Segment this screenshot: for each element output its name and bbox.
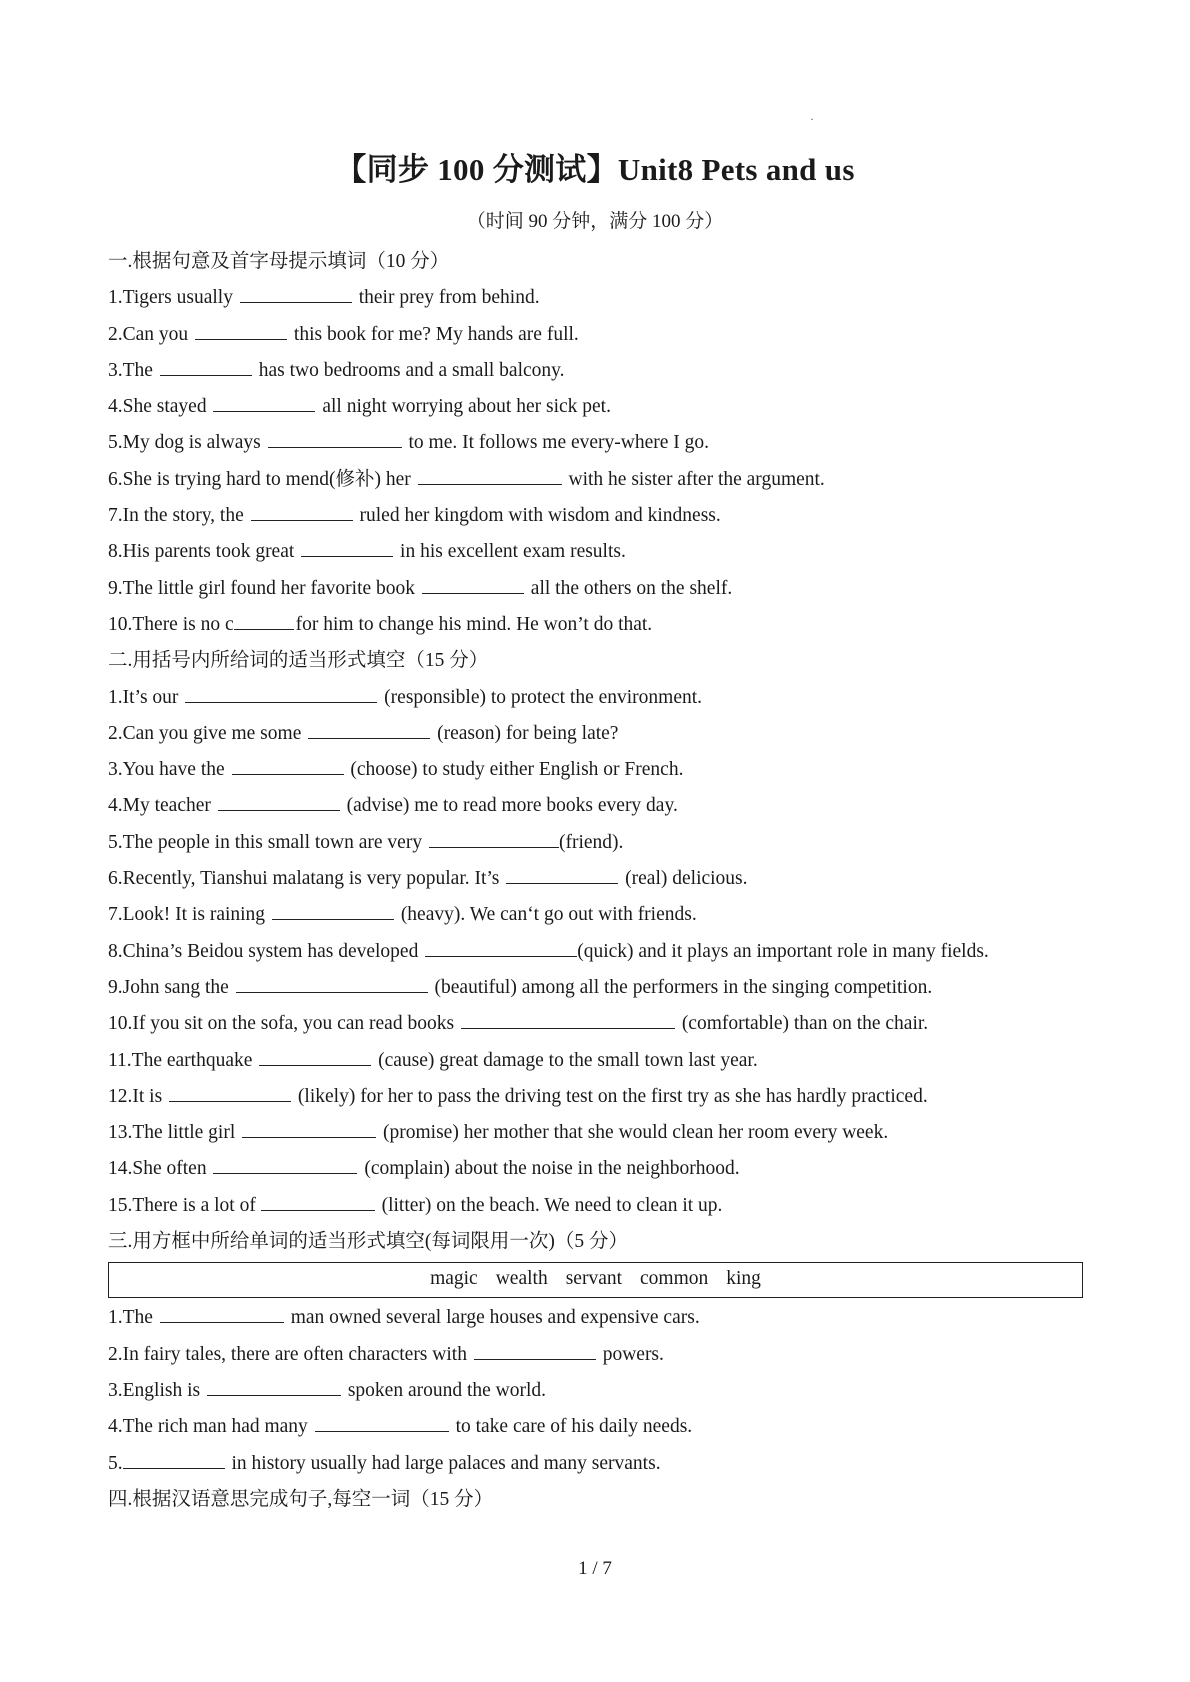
word-bank-word: common	[640, 1268, 709, 1290]
question-line	[108, 1337, 1083, 1373]
question-text: (litter) on the beach. We need to clean it up.	[381, 1194, 723, 1216]
answer-blank[interactable]	[242, 1115, 376, 1138]
answer-blank[interactable]	[160, 353, 252, 376]
question-text: in his excellent exam results.	[400, 541, 626, 563]
question-text: (comfortable) than on the chair.	[681, 1013, 929, 1035]
question-line	[108, 897, 1083, 933]
question-text: (reason) for being late?	[437, 722, 619, 744]
answer-blank[interactable]	[506, 861, 618, 884]
answer-blank[interactable]	[301, 534, 393, 557]
answer-blank[interactable]	[123, 1446, 225, 1469]
question-text: has two bedrooms and a small balcony.	[258, 359, 565, 381]
page-title: 【同步 100 分测试】Unit8 Pets and us	[335, 152, 855, 187]
question-text: all the others on the shelf.	[530, 577, 733, 599]
question-text: 10.There is no c	[108, 613, 234, 635]
answer-blank[interactable]	[429, 825, 559, 848]
answer-blank[interactable]	[261, 1188, 375, 1211]
answer-blank[interactable]	[474, 1337, 596, 1360]
question-text: 2.Can you	[108, 323, 189, 345]
section-2-heading: 二.用括号内所给词的适当形式填空（15 分）	[108, 650, 489, 672]
question-text: (real) delicious.	[625, 868, 748, 890]
question-line	[108, 1043, 1083, 1079]
question-line	[108, 1151, 1083, 1187]
question-text: this book for me? My hands are full.	[293, 323, 579, 345]
word-bank-word: magic	[430, 1268, 478, 1290]
answer-blank[interactable]	[213, 1151, 357, 1174]
question-text: 4.The rich man had many	[108, 1416, 308, 1438]
question-line	[108, 607, 1083, 643]
question-line	[108, 317, 1083, 353]
answer-blank[interactable]	[160, 1300, 284, 1323]
question-text: 12.It is	[108, 1085, 163, 1107]
question-text: 6.She is trying hard to mend(修补) her	[108, 468, 411, 490]
question-text: (cause) great damage to the small town last year.	[378, 1049, 758, 1071]
question-line	[108, 425, 1083, 461]
question-line	[108, 1079, 1083, 1115]
question-text: 1.Tigers usually	[108, 287, 233, 309]
question-text: (beautiful) among all the performers in the singing competition.	[434, 976, 933, 998]
question-text: 8.China’s Beidou system has developed	[108, 940, 419, 962]
answer-blank[interactable]	[251, 498, 353, 521]
question-text: 3.The	[108, 359, 153, 381]
question-line	[108, 1115, 1083, 1151]
section-4-heading: 四.根据汉语意思完成句子,每空一词（15 分）	[108, 1488, 494, 1510]
word-bank-word: wealth	[495, 1268, 548, 1290]
section-1-heading: 一.根据句意及首字母提示填词（10 分）	[108, 251, 450, 272]
answer-blank[interactable]	[259, 1043, 371, 1066]
question-text: (likely) for her to pass the driving test on the first try as she has hardly practiced.	[297, 1085, 928, 1107]
decorative-dot: ·	[810, 112, 814, 126]
question-line	[108, 1006, 1083, 1042]
question-line	[108, 389, 1083, 425]
question-text: in history usually had large palaces and many servants.	[231, 1452, 661, 1474]
word-bank-word: king	[726, 1268, 761, 1290]
question-text: 10.If you sit on the sofa, you can read books	[108, 1013, 455, 1035]
question-line	[108, 571, 1083, 607]
question-text: 9.John sang the	[108, 976, 229, 998]
question-line	[108, 353, 1083, 389]
question-text: 14.She often	[108, 1158, 207, 1180]
question-line	[108, 752, 1083, 788]
question-text: (advise) me to read more books every day.	[346, 795, 678, 817]
question-line	[108, 825, 1083, 861]
answer-blank[interactable]	[185, 680, 377, 703]
question-text: 11.The earthquake	[108, 1049, 253, 1071]
question-line	[108, 1446, 1083, 1482]
question-line	[108, 1409, 1083, 1445]
answer-blank[interactable]	[207, 1373, 341, 1396]
question-line	[108, 716, 1083, 752]
question-text: man owned several large houses and expensive cars.	[290, 1307, 700, 1329]
question-line	[108, 1188, 1083, 1224]
question-line	[108, 680, 1083, 716]
question-text: 5.My dog is always	[108, 432, 261, 454]
question-text: (friend).	[558, 831, 624, 853]
answer-blank[interactable]	[418, 462, 562, 485]
question-line	[108, 1373, 1083, 1409]
question-text: 15.There is a lot of	[108, 1194, 256, 1216]
question-line	[108, 280, 1083, 316]
question-text: with he sister after the argument.	[568, 468, 825, 490]
answer-blank[interactable]	[240, 280, 352, 303]
question-line	[108, 861, 1083, 897]
question-text: 4.She stayed	[108, 396, 207, 418]
question-line	[108, 788, 1083, 824]
answer-blank[interactable]	[195, 317, 287, 340]
question-text: all night worrying about her sick pet.	[322, 396, 611, 418]
question-text: (choose) to study either English or French.	[350, 759, 684, 781]
page-number: 1 / 7	[578, 1558, 612, 1579]
question-text: 6.Recently, Tianshui malatang is very popular. It’s	[108, 868, 500, 890]
question-text: 5.The people in this small town are very	[108, 831, 423, 853]
question-text: 1.The	[108, 1307, 153, 1329]
question-text: (heavy). We can‘t go out with friends.	[400, 904, 697, 926]
question-text: to take care of his daily needs.	[455, 1416, 693, 1438]
question-text: powers.	[602, 1343, 664, 1365]
question-text: 9.The little girl found her favorite book	[108, 577, 416, 599]
question-text: 3.You have the	[108, 759, 225, 781]
question-text: ruled her kingdom with wisdom and kindness.	[359, 505, 721, 527]
question-text: 7.In the story, the	[108, 505, 244, 527]
answer-blank[interactable]	[308, 716, 430, 739]
answer-blank[interactable]	[315, 1409, 449, 1432]
answer-blank[interactable]	[268, 425, 402, 448]
question-line	[108, 534, 1083, 570]
answer-blank[interactable]	[218, 788, 340, 811]
section-3-heading: 三.用方框中所给单词的适当形式填空(每词限用一次)（5 分）	[108, 1231, 628, 1253]
question-text: (promise) her mother that she would clean her room every week.	[383, 1122, 889, 1144]
question-text: 3.English is	[108, 1379, 201, 1401]
answer-blank[interactable]	[461, 1006, 675, 1029]
worksheet-content	[108, 244, 1083, 1518]
question-text: for him to change his mind. He won’t do that.	[295, 613, 653, 635]
question-line	[108, 970, 1083, 1006]
answer-blank[interactable]	[425, 934, 577, 957]
question-text: 4.My teacher	[108, 795, 211, 817]
answer-blank[interactable]	[213, 389, 315, 412]
question-text: 8.His parents took great	[108, 541, 295, 563]
question-text: 5.	[108, 1452, 123, 1474]
question-text: (complain) about the noise in the neighborhood.	[364, 1158, 740, 1180]
question-line	[108, 934, 1083, 970]
answer-blank[interactable]	[169, 1079, 291, 1102]
question-text: 2.Can you give me some	[108, 722, 302, 744]
question-text: 1.It’s our	[108, 686, 179, 708]
question-line	[108, 498, 1083, 534]
question-text: spoken around the world.	[347, 1379, 547, 1401]
question-line	[108, 462, 1083, 498]
question-text: their prey from behind.	[358, 287, 540, 309]
answer-blank[interactable]	[236, 970, 428, 993]
answer-blank[interactable]	[232, 752, 344, 775]
question-text: (responsible) to protect the environment.	[384, 686, 703, 708]
question-text: to me. It follows me every-where I go.	[408, 432, 710, 454]
question-text: 7.Look! It is raining	[108, 904, 266, 926]
answer-blank[interactable]	[272, 897, 394, 920]
answer-blank[interactable]	[422, 571, 524, 594]
question-text: 2.In fairy tales, there are often characters with	[108, 1343, 467, 1365]
question-text: (quick) and it plays an important role in many fields.	[577, 940, 989, 962]
page-subtitle: （时间 90 分钟，满分 100 分）	[466, 211, 724, 232]
question-text: 13.The little girl	[108, 1122, 236, 1144]
question-line	[108, 1300, 1083, 1336]
answer-blank[interactable]	[234, 607, 294, 630]
word-bank-box	[108, 1262, 1083, 1298]
word-bank-word: servant	[565, 1268, 623, 1290]
